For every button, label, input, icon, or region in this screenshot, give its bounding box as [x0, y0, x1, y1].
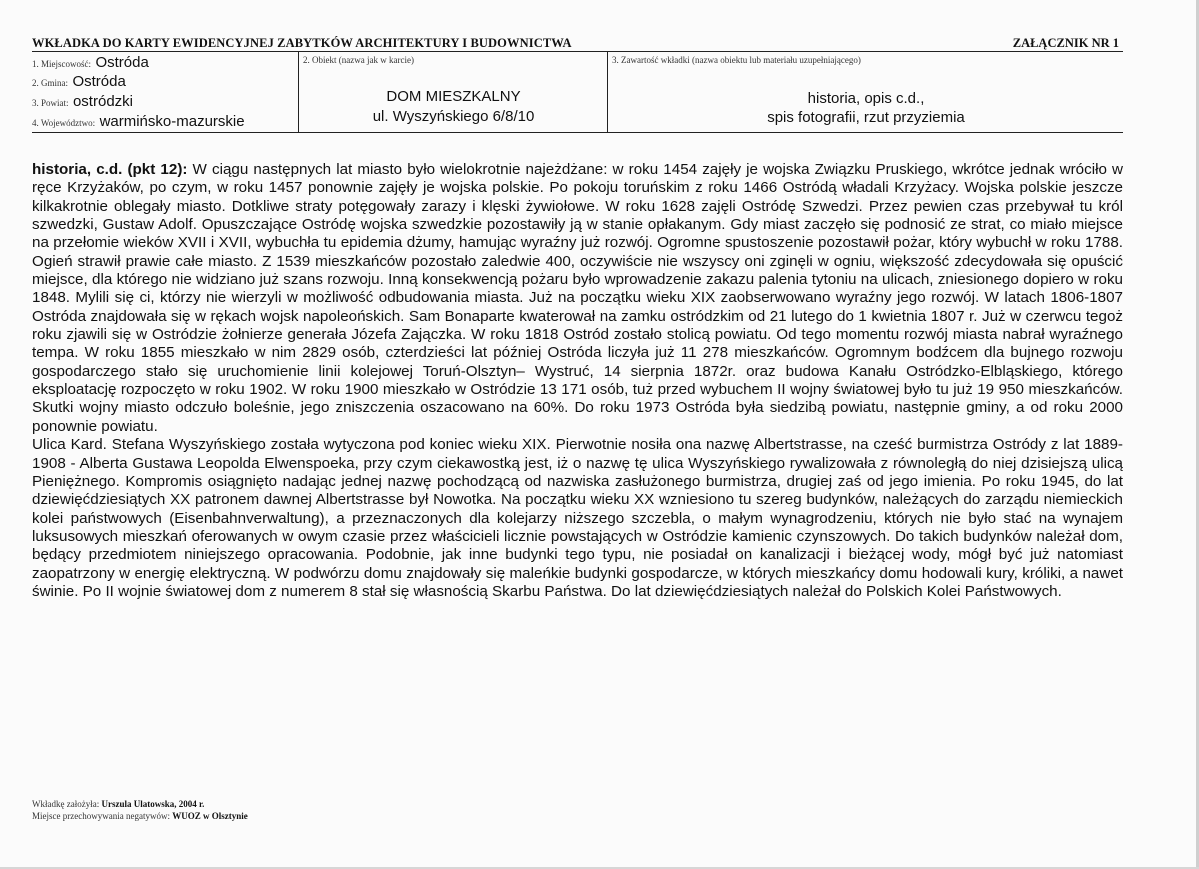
voivodeship-value: warmińsko-mazurskie [99, 113, 245, 130]
annex-number: ZAŁĄCZNIK NR 1 [1012, 36, 1119, 50]
history-paragraph-2: Ulica Kard. Stefana Wyszyńskiego została wytyczona pod koniec wieku XIX. Pierwotnie nosiła ona nazwę Albertstrasse, na cześć burmistrza Ostródy z lat 1889-1908 - Alberta Gustawa Leopolda Elwenspoeka, przy czym ciekawostką jest, iż o nazwę tę ulica Wyszyńskiego rywalizowała z równoległą do niej dzisiejszą ulicą Pieniężnego. Kompromis osiągnięto nadając jednej nazwę pochodzącą od nazwiska zasłużonego burmistrza, drugiej zaś od jego imienia. Po roku 1945, do lat dziewięćdziesiątych XX patronem dawnej Albertstrasse był Nowotka. Na początku wieku XX wzniesiono tu szereg budynków, należących do zarządu niemieckich kolei państwowych (Eisenbahnverwaltung), a przeznaczonych dla kolejarzy niższego szczebla, o małym wynagrodzeniu, których nie było stać na wynajem luksusowych mieszkań oferowanych w owym czasie przez właścicieli licznie powstających w Ostródzie kamienic czynszowych. Do takich budynków należał dom, będący przedmiotem niniejszego opracowania. Podobnie, jak inne budynki tego typu, nie posiadał on kanalizacji i bieżącej wody, mógł być już natomiast zaopatrzony w energię elektryczną. W podwórzu domu znajdowały się maleńkie budynki gospodarcze, w których mieszkańcy domu hodowali kury, króliki, a nawet świnie. Po II wojnie światowej dom z numerem 8 stał się własnością Skarbu Państwa. Do lat dziewięćdziesiątych należał do Polskich Kolei Państwowych. [32, 436, 1123, 600]
history-text [32, 161, 1123, 601]
footer-author-value: Urszula Ulatowska, 2004 r. [101, 799, 205, 809]
history-lead: historia, c.d. (pkt 12): [32, 161, 188, 178]
location-row-county [32, 92, 133, 112]
locality-label: 1. Miejscowość: [32, 59, 91, 69]
object-label: 2. Obiekt (nazwa jak w karcie) [303, 55, 414, 65]
voivodeship-label: 4. Województwo: [32, 118, 96, 128]
history-paragraph-1-text: W ciągu następnych lat miasto było wielokrotnie najeżdżane: w roku 1454 zajęły je wojska Związku Pruskiego, wkrótce jednak wróciło w ręce Krzyżaków, po czym, w roku 1457 ponownie zajęły je wojska polskie. Po pokoju toruńskim z roku 1466 Ostródą władali Krzyżacy. Wojska polskie jeszcze kilkakrotnie oblegały miasto. Dotkliwe straty potęgowały zarazy i klęski żywiołowe. W roku 1628 zajęli Ostródę Szwedzi. Przez pewien czas przebywał tu król szwedzki, Gustaw Adolf. Opuszczające Ostródę wojska szwedzkie pozostawiły ją w stanie opłakanym. Gdy miast zaczęło się podnosić ze strat, co miało miejsce na przełomie wieków XVII i XVII, wybuchła tu epidemia dżumy, hamując wyraźny już rozwój. Ogromne spustoszenie pozostawił pożar, który wybuchł w roku 1788. Ogień strawił prawie całe miasto. Z 1539 mieszkańców pozostało zaledwie 400, oczywiście nie wszyscy oni zginęli w ogniu, większość zdecydowała się opuścić miejsce, dla którego nie widziano już szans rozwoju. Inną konsekwencją pożaru było wprowadzenie zakazu palenia tytoniu na ulicach, zniesionego dopiero w roku 1848. Mylili się ci, którzy nie wierzyli w możliwość odbudowania miasta. Już na początku wieku XIX zaobserwowano wyraźny jego rozwój. W latach 1806-1807 Ostróda znajdowała się w rękach wojsk napoleońskich. Sam Bonaparte kwaterował na zamku ostródzkim od 21 lutego do 1 kwietnia 1807 r. Już w czerwcu tegoż roku zjawili się w Ostródzie żołnierze generała Józefa Zajączka. W roku 1818 Ostród zostało stolicą powiatu. Od tego momentu rozwój miasta nabrał wyraźnego tempa. W roku 1855 mieszkało w nim 2829 osób, czterdzieści lat później Ostróda liczyła już 11 278 mieszkańców. Ogromnym bodźcem dla bujnego rozwoju gospodarczego stało się uruchomienie linii kolejowej Toruń-Olsztyn– Wystruć, 14 sierpnia 1872r. oraz budowa Kanału Ostródzko-Elbląskiego, którego eksploatację rozpoczęto w roku 1902. W roku 1900 mieszkało w Ostródzie 13 171 osób, tuż przed wybuchem II wojny światowej było tu już 19 950 mieszkańców. Skutki wojny miasto odczuło boleśnie, jego zniszczenia oszacowano na 60%. Do roku 1973 Ostróda była siedzibą powiatu, następnie gminy, a od roku 2000 ponownie powiatu. [32, 161, 1123, 435]
county-label: 3. Powiat: [32, 98, 69, 108]
document-title: WKŁADKA DO KARTY EWIDENCYJNEJ ZABYTKÓW ARCHITEKTURY I BUDOWNICTWA [32, 36, 572, 50]
contents-line-2: spis fotografii, rzut przyziemia [767, 109, 965, 126]
locality-value: Ostróda [95, 54, 149, 71]
object-name: DOM MIESZKALNY [386, 88, 521, 105]
footer-author [32, 798, 248, 810]
contents-line-1: historia, opis c.d., [807, 90, 925, 107]
footer-storage-label: Miejsce przechowywania negatywów: [32, 811, 170, 821]
footer-storage-value: WUOZ w Olsztynie [172, 811, 248, 821]
county-value: ostródzki [72, 93, 133, 110]
footer [32, 798, 248, 822]
header-table [32, 51, 1123, 133]
location-column [32, 52, 298, 132]
contents-column [607, 52, 1124, 132]
footer-storage [32, 810, 248, 822]
commune-label: 2. Gmina: [32, 78, 68, 88]
location-row-locality [32, 53, 149, 73]
object-column [298, 52, 608, 132]
object-address: ul. Wyszyńskiego 6/8/10 [372, 108, 535, 125]
footer-author-label: Wkładkę założyła: [32, 799, 100, 809]
commune-value: Ostróda [72, 73, 126, 90]
location-row-voivodeship [32, 112, 245, 132]
contents-label: 3. Zawartość wkładki (nazwa obiektu lub materiału uzupełniającego) [612, 55, 861, 65]
history-paragraph-1 [32, 161, 1123, 436]
location-row-commune [32, 72, 126, 92]
